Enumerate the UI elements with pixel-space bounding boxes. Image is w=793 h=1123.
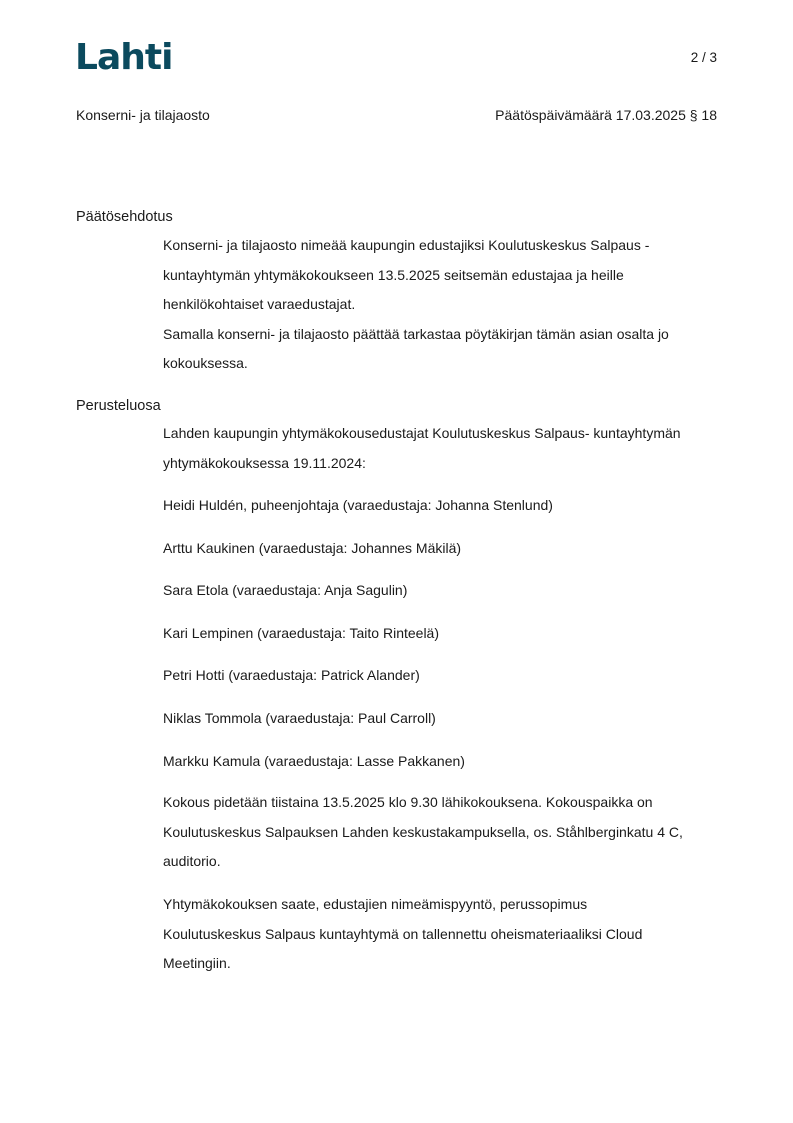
materials-info	[163, 890, 723, 979]
decision-date: Päätöspäivämäärä 17.03.2025 § 18	[495, 107, 717, 123]
page-number: 2 / 3	[690, 50, 717, 65]
body-name: Konserni- ja tilajaosto	[76, 107, 210, 123]
proposal-line: kuntayhtymän yhtymäkokoukseen 13.5.2025 seitsemän edustajaa ja heille	[163, 266, 624, 283]
representative-item: Niklas Tommola (varaedustaja: Paul Carroll)	[163, 709, 436, 726]
lahti-logo	[75, 37, 173, 84]
meeting-info	[163, 788, 723, 877]
intro-line: yhtymäkokouksessa 19.11.2024:	[163, 454, 366, 471]
representative-item: Petri Hotti (varaedustaja: Patrick Alander)	[163, 667, 420, 684]
representative-item: Heidi Huldén, puheenjohtaja (varaedustaja: Johanna Stenlund)	[163, 497, 553, 513]
representative-item: Sara Etola (varaedustaja: Anja Sagulin)	[163, 582, 408, 599]
materials-info-line: Meetingiin.	[163, 955, 231, 971]
meeting-info-line: auditorio.	[163, 853, 221, 869]
proposal-text	[163, 231, 723, 379]
proposal-line: Konserni- ja tilajaosto nimeää kaupungin edustajiksi Koulutuskeskus Salpaus -	[163, 237, 650, 253]
logo-text: Lahti	[75, 37, 173, 78]
proposal-title: Päätösehdotus	[76, 209, 173, 225]
representative-item: Markku Kamula (varaedustaja: Lasse Pakkanen)	[163, 752, 465, 769]
materials-info-line: Koulutuskeskus Salpaus kuntayhtymä on tallennettu oheismateriaaliksi Cloud	[163, 925, 643, 942]
rationale-title: Perusteluosa	[76, 398, 161, 414]
representative-item: Kari Lempinen (varaedustaja: Taito Rinteelä)	[163, 624, 440, 641]
proposal-line: Samalla konserni- ja tilajaosto päättää tarkastaa pöytäkirjan tämän asian osalta jo	[163, 325, 669, 342]
meeting-info-line: Koulutuskeskus Salpauksen Lahden keskustakampuksella, os. Ståhlberginkatu 4 C,	[163, 823, 683, 840]
intro-line: Lahden kaupungin yhtymäkokousedustajat Koulutuskeskus Salpaus- kuntayhtymän	[163, 425, 681, 441]
materials-info-line: Yhtymäkokouksen saate, edustajien nimeämispyyntö, perussopimus	[163, 896, 588, 912]
proposal-line: kokouksessa.	[163, 355, 248, 371]
representatives-list	[163, 495, 723, 793]
representative-item: Arttu Kaukinen (varaedustaja: Johannes Mäkilä)	[163, 539, 462, 556]
rationale-intro	[163, 419, 723, 478]
proposal-line: henkilökohtaiset varaedustajat.	[163, 296, 356, 312]
meeting-info-line: Kokous pidetään tiistaina 13.5.2025 klo 9.30 lähikokouksena. Kokouspaikka on	[163, 794, 653, 810]
